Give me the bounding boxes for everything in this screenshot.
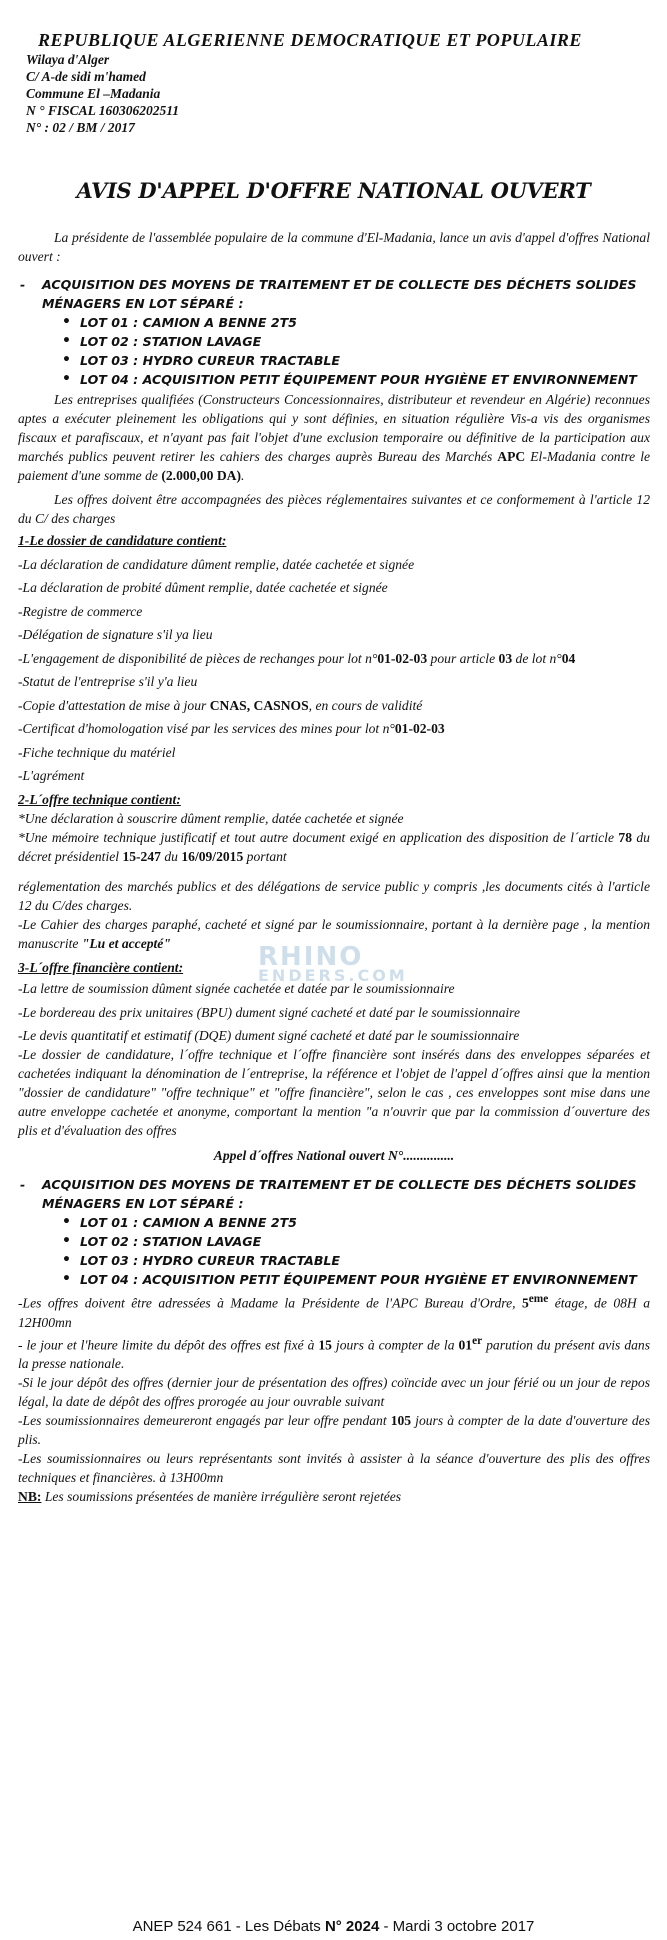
lot-item: • LOT 02 : STATION LAVAGE	[80, 332, 650, 351]
cahier-text: -Le Cahier des charges paraphé, cacheté et signé par le soumissionnaire, portant à la dernière page , la mention manuscrite	[18, 917, 650, 951]
section3-enveloppes: -Le dossier de candidature, l´offre technique et l´offre financière sont insérés dans des enveloppes séparées et cachetées indiquant la dénomination de l´entreprise, la référence et l'objet de l'appel d´offres ainsi que la mention "dossier de candidature" "offre technique" et "offre financière", selon le cas , ces enveloppes sont mise dans une autre enveloppe cachetée et anonyme, comportant la mention "a n'ouvrir que par la commission d´ouverture des plis et d'évaluation des offres	[18, 1047, 650, 1138]
watermark-line2: ENDERS.COM	[258, 966, 408, 985]
section1-title: 1-Le dossier de candidature contient:	[18, 533, 227, 548]
section1-item: -Fiche technique du matériel	[18, 744, 176, 760]
delai-days: 15	[318, 1337, 332, 1353]
section2-reglementation: réglementation des marchés publics et des délégations de service public y compris ,les documents cités à l'article 12 du C/des charges.	[18, 879, 650, 913]
lot-item: • LOT 03 : HYDRO CUREUR TRACTABLE	[80, 351, 650, 370]
lot-item: • LOT 03 : HYDRO CUREUR TRACTABLE	[80, 1251, 650, 1270]
nb-label: NB:	[18, 1489, 42, 1505]
adresse-floor-suffix: eme	[528, 1293, 549, 1305]
engagement-text: -L'engagement de disponibilité de pièces de rechanges pour lot n°	[18, 650, 378, 666]
fee-amount: (2.000,00 DA)	[161, 468, 242, 483]
section1-item: -L'agrément	[18, 768, 85, 783]
adresse-text: étage, de 08H a 12H00mn	[18, 1295, 650, 1330]
republic-heading: REPUBLIQUE ALGERIENNE DEMOCRATIQUE ET POPULAIRE	[38, 30, 582, 50]
notice-title: AVIS D'APPEL D'OFFRE NATIONAL OUVERT	[76, 178, 591, 203]
section2-cahier	[18, 915, 650, 953]
lots-heading-1: - ACQUISITION DES MOYENS DE TRAITEMENT ET DE COLLECTE DES DÉCHETS SOLIDES MÉNAGERS EN LOT SÉPARÉ :	[18, 275, 650, 313]
footer-issue: N° 2024	[324, 1918, 380, 1935]
lot-item: • LOT 02 : STATION LAVAGE	[80, 1232, 650, 1251]
lots-block-1	[18, 275, 650, 389]
cnas-casnos: CNAS, CASNOS	[209, 697, 309, 713]
header-block	[26, 30, 646, 136]
final-nb	[18, 1487, 650, 1506]
notice-body	[18, 228, 650, 1506]
memoire-text: du décret présidentiel	[18, 830, 650, 864]
footer-source: ANEP 524 661 - Les Débats	[132, 1918, 325, 1935]
homolog-text: -Certificat d'homologation visé par les services des mines pour lot n°	[18, 721, 395, 736]
section2-title: 2-L´offre technique contient:	[18, 792, 181, 807]
delai-text: - le jour et l'heure limite du dépôt des offres est fixé à	[18, 1337, 319, 1353]
adresse-text: -Les offres doivent être adressées à Madame la Présidente de l'APC Bureau d'Ordre,	[18, 1295, 522, 1311]
section1-engagement	[18, 649, 650, 668]
footer-date: - Mardi 3 octobre 2017	[379, 1918, 535, 1935]
cnas-text: -Copie d'attestation de mise à jour	[18, 697, 210, 713]
engagement-lot4: 04	[561, 650, 576, 666]
section1-statut: -Statut de l'entreprise s'il y'a lieu	[18, 674, 198, 689]
lot-item: • LOT 04 : ACQUISITION PETIT ÉQUIPEMENT POUR HYGIÈNE ET ENVIRONNEMENT	[80, 1270, 650, 1289]
delai-text: jours à compter de la	[331, 1337, 459, 1353]
apc-label: APC	[497, 449, 526, 464]
engage-days: 105	[390, 1413, 412, 1429]
memoire-text: portant	[243, 849, 287, 864]
section1-item: -Délégation de signature s'il ya lieu	[18, 627, 213, 642]
eligibility-text: .	[241, 468, 245, 483]
final-ferie: -Si le jour dépôt des offres (dernier jour de présentation des offres) coïncide avec un jour férié ou un jour de repos légal, la date de dépôt des offres prorogée au jour ouvrable suivant	[18, 1375, 650, 1410]
intro-paragraph: La présidente de l'assemblée populaire de la commune d'El-Madania, lance un avis d'appel d'offres National ouvert :	[18, 230, 650, 264]
section3-item: -Le devis quantitatif et estimatif (DQE) dument signé cacheté et daté par le soumissionnaire	[18, 1028, 520, 1043]
lots-list-2	[18, 1213, 650, 1289]
section1-item: -La déclaration de candidature dûment remplie, datée cachetée et signée	[18, 556, 415, 572]
homolog-lots: 01-02-03	[394, 721, 445, 736]
engage-text: -Les soumissionnaires demeureront engagés par leur offre pendant	[18, 1413, 391, 1429]
accompany-paragraph: Les offres doivent être accompagnées des pièces réglementaires suivantes et ce conformement à l'article 12 du C/ des charges	[18, 492, 650, 526]
lu-et-accepte: "Lu et accepté"	[81, 936, 171, 951]
commune-line: Commune El –Madania	[26, 86, 161, 101]
memoire-text: du	[160, 849, 182, 864]
section2-declaration: *Une déclaration à souscrire dûment remplie, datée cachetée et signée	[18, 811, 404, 826]
eligibility-text: Les entreprises qualifiées (Constructeurs Concessionnaires, distributeur et revendeur en Algérie) reconnues aptes a exécuter pleinement les obligations qui y sont définies, en situation régulière Vis-a vis des organismes fiscaux et parafiscaux, et n'ayant pas fait l'objet d'une exclusion temporaire ou définitive de la participation aux marchés publics peuvent retirer les cahiers des charges auprès Bureau des Marchés	[18, 392, 650, 464]
memoire-article: 78	[618, 830, 632, 845]
section3-item: -Le bordereau des prix unitaires (BPU) dument signé cacheté et daté par le soumissionnaire	[18, 1004, 520, 1020]
section1-cnas	[18, 696, 650, 715]
section1-homologation	[18, 719, 650, 738]
eligibility-paragraph	[18, 390, 650, 485]
lot-item: • LOT 04 : ACQUISITION PETIT ÉQUIPEMENT POUR HYGIÈNE ET ENVIRONNEMENT	[80, 370, 650, 389]
final-adresse	[18, 1290, 650, 1332]
section1-item: -La déclaration de probité dûment remplie, datée cachetée et signée	[18, 580, 388, 595]
publication-footer	[0, 1918, 667, 1935]
watermark-line1: RHINO	[258, 942, 364, 972]
delai-text: parution du présent avis dans la presse nationale.	[18, 1337, 650, 1372]
fiscal-number-line: N ° FISCAL 160306202511	[26, 103, 180, 118]
memoire-date: 16/09/2015	[181, 849, 244, 864]
delai-first-suffix: er	[472, 1334, 483, 1347]
lots-heading-2: - ACQUISITION DES MOYENS DE TRAITEMENT ET DE COLLECTE DES DÉCHETS SOLIDES MÉNAGERS EN LOT SÉPARÉ :	[18, 1175, 650, 1213]
wilaya-line: Wilaya d'Alger	[26, 52, 110, 67]
lot-item: • LOT 01 : CAMION A BENNE 2T5	[80, 1213, 650, 1232]
eligibility-text: El-Madania contre le paiement d'une somme de	[18, 449, 650, 483]
lots-list-1	[18, 313, 650, 389]
reference-number-line: N° : 02 / BM / 2017	[26, 120, 135, 135]
engage-text: jours à compter de la date d'ouverture des plis.	[18, 1413, 650, 1448]
engagement-text: de lot n°	[512, 650, 562, 666]
nb-text: Les soumissions présentées de manière irrégulière seront rejetées	[41, 1489, 402, 1505]
section2-memoire	[18, 828, 650, 866]
cnas-text: , en cours de validité	[308, 697, 423, 713]
daira-line: C/ A-de sidi m'hamed	[26, 69, 146, 84]
final-assister: -Les soumissionnaires ou leurs représentants sont invités à assister à la séance d'ouverture des plis des offres techniques et financières. à 13H00mn	[18, 1451, 650, 1486]
section3-item: -La lettre de soumission dûment signée cachetée et datée par le soumissionnaire	[18, 981, 455, 996]
engagement-article: 03	[498, 650, 513, 666]
lots-block-2	[18, 1175, 650, 1289]
section1-item: -Registre de commerce	[18, 603, 143, 619]
lots-heading-text: ACQUISITION DES MOYENS DE TRAITEMENT ET DE COLLECTE DES DÉCHETS SOLIDES MÉNAGERS EN LOT SÉPARÉ :	[42, 277, 637, 311]
engagement-text: pour article	[427, 650, 499, 666]
lots-heading-text: ACQUISITION DES MOYENS DE TRAITEMENT ET DE COLLECTE DES DÉCHETS SOLIDES MÉNAGERS EN LOT SÉPARÉ :	[42, 1177, 637, 1211]
delai-first: 01	[458, 1337, 473, 1353]
memoire-decree: 15-247	[122, 849, 161, 864]
final-engagement	[18, 1411, 650, 1449]
lot-item: • LOT 01 : CAMION A BENNE 2T5	[80, 313, 650, 332]
memoire-text: *Une mémoire technique justificatif et tout autre document exigé en application des disposition de l´article	[18, 830, 619, 845]
section3-title: 3-L´offre financière contient:	[18, 960, 184, 975]
adresse-floor: 5	[521, 1295, 529, 1311]
appel-reference: Appel d´offres National ouvert N°...............	[213, 1148, 455, 1163]
final-delai	[18, 1332, 650, 1374]
engagement-lots: 01-02-03	[377, 650, 428, 666]
